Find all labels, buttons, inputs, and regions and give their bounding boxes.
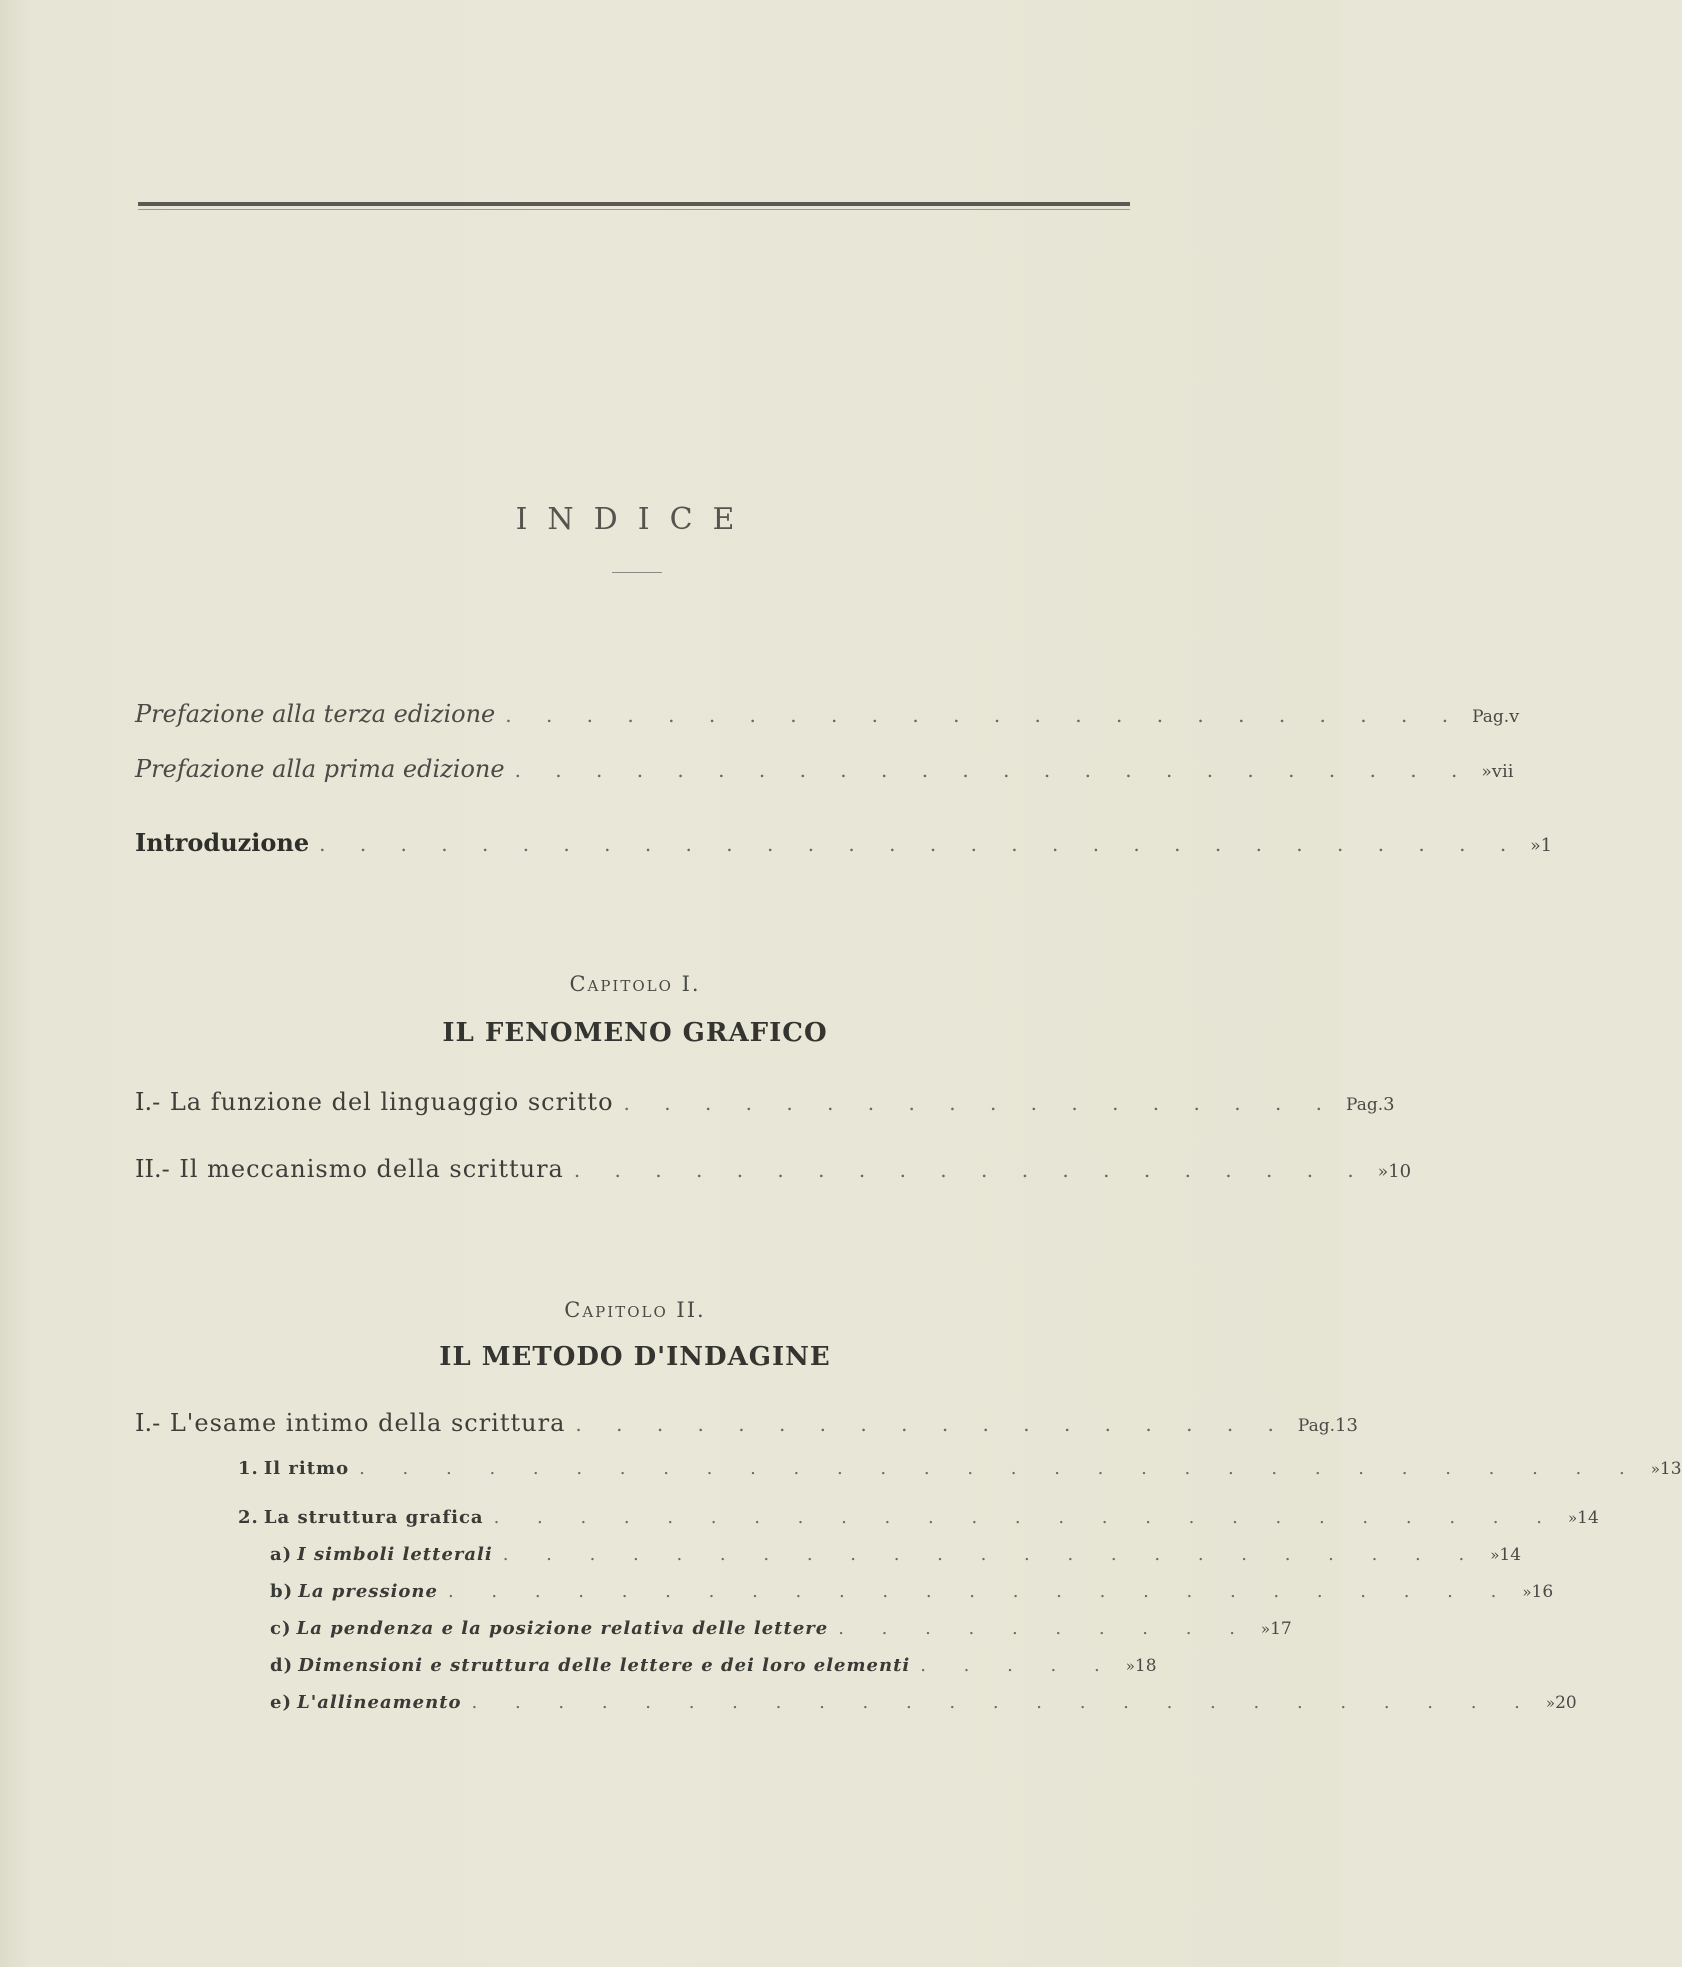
dot-leader: . . . . . . . . . . . . . . . . . . bbox=[575, 1412, 1288, 1436]
toc-entry-label: L'allineamento bbox=[297, 1692, 462, 1713]
toc-entry-label-wrap bbox=[298, 1581, 438, 1602]
page-ref-label: » bbox=[1125, 1657, 1135, 1675]
toc-entry-label: Prefazione alla terza edizione bbox=[135, 700, 496, 728]
page-ref-label: » bbox=[1260, 1620, 1271, 1638]
page-ref-label: » bbox=[1377, 1162, 1389, 1182]
chapter-2-label: Capitolo II. bbox=[564, 1298, 706, 1322]
toc-entry-label: - La funzione del linguaggio scritto bbox=[152, 1088, 614, 1116]
chapter-1-label: Capitolo I. bbox=[569, 972, 701, 996]
section-number: II. bbox=[135, 1155, 162, 1183]
page-ref-label: » bbox=[1490, 1546, 1500, 1564]
dot-leader: . . . . . . . . . . . . . . . . . . . . . . . . . . . . . . bbox=[359, 1458, 1641, 1479]
toc-entry-label: Prefazione alla prima edizione bbox=[135, 755, 505, 783]
dot-leader: . . . . . . . . . . . . . . . . . . . . . . . . . bbox=[471, 1692, 1536, 1713]
subentry-prefix: b) bbox=[270, 1581, 294, 1602]
page-number: v bbox=[1509, 706, 1520, 727]
page-number: 20 bbox=[1555, 1693, 1577, 1713]
section-number: I. bbox=[135, 1409, 153, 1437]
page-number: 1 bbox=[1540, 835, 1553, 856]
toc-entry-preface-third[interactable] bbox=[135, 700, 1520, 734]
page-ref-label: » bbox=[1567, 1509, 1578, 1527]
page-ref-label: Pag. bbox=[1472, 707, 1510, 727]
toc-entry-chapter-1-section-2[interactable] bbox=[135, 1155, 1412, 1189]
page-title: INDICE bbox=[515, 502, 755, 537]
toc-subentry-rhythm[interactable] bbox=[238, 1458, 1682, 1486]
subentry-prefix: 2. bbox=[238, 1507, 259, 1528]
chapter-2-title: IL METODO D'INDAGINE bbox=[439, 1342, 831, 1372]
chapter-1-title: IL FENOMENO GRAFICO bbox=[442, 1018, 828, 1048]
toc-subentry-slant[interactable] bbox=[270, 1618, 1292, 1646]
title-dash bbox=[612, 572, 662, 573]
dot-leader: . . . . . . . . . . . . . . . . . . . . . . . . bbox=[505, 703, 1463, 727]
dot-leader: . . . . . . . . . . . . . . . . . . bbox=[623, 1091, 1337, 1115]
dot-leader: . . . . . . . . . . . . . . . . . . . . . . . . . bbox=[493, 1507, 1558, 1528]
page-ref-label: Pag. bbox=[1297, 1416, 1336, 1436]
subentry-prefix: 1. bbox=[238, 1458, 259, 1479]
toc-entry-label: I simboli letterali bbox=[297, 1544, 493, 1565]
page-number: 16 bbox=[1531, 1582, 1554, 1602]
toc-entry-introduction[interactable] bbox=[135, 828, 1553, 862]
toc-subentry-letter-symbols[interactable] bbox=[270, 1544, 1522, 1572]
page-number: 17 bbox=[1270, 1619, 1292, 1639]
dot-leader: . . . . . . . . . . . . . . . . . . . . . . . bbox=[502, 1544, 1481, 1565]
toc-entry-label-wrap bbox=[297, 1692, 461, 1713]
toc-subentry-dimensions[interactable] bbox=[270, 1655, 1157, 1683]
toc-entry-label: Dimensioni e struttura delle lettere e dei loro elementi bbox=[298, 1655, 911, 1676]
toc-subentry-structure[interactable] bbox=[238, 1507, 1599, 1535]
page-ref-label: » bbox=[1481, 762, 1492, 782]
toc-entry-chapter-1-section-1[interactable] bbox=[135, 1088, 1395, 1122]
page-number: 14 bbox=[1499, 1545, 1522, 1565]
toc-entry-label: Introduzione bbox=[135, 828, 310, 857]
page-ref-label: » bbox=[1545, 1694, 1556, 1712]
toc-entry-label-wrap bbox=[297, 1618, 829, 1639]
page-number: 18 bbox=[1134, 1656, 1157, 1676]
page-number: 13 bbox=[1335, 1415, 1358, 1436]
top-rule-thin bbox=[138, 209, 1130, 210]
dot-leader: . . . . . bbox=[920, 1655, 1116, 1676]
page-number: vii bbox=[1491, 761, 1514, 782]
toc-entry-label: La pressione bbox=[298, 1581, 438, 1602]
subentry-prefix: d) bbox=[270, 1655, 294, 1676]
toc-entry-label: La pendenza e la posizione relativa delle lettere bbox=[296, 1618, 829, 1639]
toc-entry-preface-first[interactable] bbox=[135, 755, 1514, 789]
page-number: 3 bbox=[1383, 1094, 1395, 1115]
page-number: 10 bbox=[1388, 1161, 1412, 1182]
toc-subentry-alignment[interactable] bbox=[270, 1692, 1577, 1720]
section-number: I. bbox=[135, 1088, 153, 1116]
dot-leader: . . . . . . . . . . . . . . . . . . . . . . . . . bbox=[447, 1581, 1513, 1602]
top-rule bbox=[138, 202, 1130, 206]
page-number: 13 bbox=[1659, 1459, 1682, 1479]
toc-subentry-pressure[interactable] bbox=[270, 1581, 1554, 1609]
dot-leader: . . . . . . . . . . . . . . . . . . . . bbox=[573, 1158, 1368, 1182]
toc-entry-label: - Il meccanismo della scrittura bbox=[161, 1155, 564, 1183]
page-ref-label: » bbox=[1530, 836, 1541, 856]
toc-entry-chapter-2-section-1[interactable] bbox=[135, 1409, 1358, 1443]
toc-entry-label-wrap bbox=[297, 1544, 492, 1565]
dot-leader: . . . . . . . . . . . . . . . . . . . . . . . . . . . . . . bbox=[319, 832, 1521, 856]
toc-entry-label-wrap bbox=[298, 1655, 910, 1676]
subentry-prefix: c) bbox=[270, 1618, 292, 1639]
subentry-prefix: a) bbox=[270, 1544, 293, 1565]
toc-entry-label: La struttura grafica bbox=[263, 1507, 484, 1528]
page-ref-label: Pag. bbox=[1346, 1095, 1384, 1115]
page-ref-label: » bbox=[1522, 1583, 1532, 1601]
toc-entry-label: Il ritmo bbox=[263, 1458, 350, 1479]
subentry-prefix: e) bbox=[270, 1692, 292, 1713]
dot-leader: . . . . . . . . . . bbox=[838, 1618, 1251, 1639]
toc-entry-label: - L'esame intimo della scrittura bbox=[152, 1409, 566, 1437]
page-number: 14 bbox=[1577, 1508, 1599, 1528]
dot-leader: . . . . . . . . . . . . . . . . . . . . . . . . bbox=[514, 758, 1472, 782]
page-ref-label: » bbox=[1650, 1460, 1660, 1478]
